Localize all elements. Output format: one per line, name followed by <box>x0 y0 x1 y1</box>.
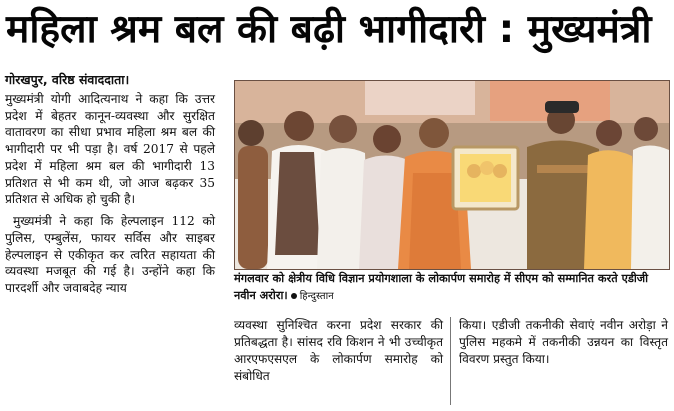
photo-source: हिन्दुस्तान <box>299 291 334 302</box>
background-man-head <box>373 125 401 153</box>
person-right-edge-shirt <box>631 146 669 270</box>
article-column-2: व्यवस्था सुनिश्चित करना प्रदेश सरकार की प्रतिबद्धता है। सांसद रवि किशन ने भी उच्चीकृत आरएफएसएल के लोकार्पण समारोह को संबोधित <box>234 318 443 383</box>
man-second-head <box>329 115 357 143</box>
man-with-vest-vest <box>275 152 320 255</box>
uniform-badge-strip <box>537 165 588 173</box>
news-photo <box>234 80 670 270</box>
headline: महिला श्रम बल की बढ़ी भागीदारी : मुख्यमंत्री <box>6 7 652 52</box>
column-divider <box>450 317 451 405</box>
man-right-yellow-kurta <box>584 150 638 269</box>
article-left-column <box>5 72 215 406</box>
memento-figure-center <box>480 161 494 175</box>
ceremony-photo-illustration <box>235 81 669 269</box>
man-right-head <box>596 120 622 146</box>
photo-caption-text: मंगलवार को क्षेत्रीय विधि विज्ञान प्रयोगशाला के लोकार्पण समारोह में सीएम को सम्मानित करते एडीजी नवीन अरोरा। <box>234 272 649 302</box>
stage-banner <box>365 81 475 115</box>
memento-figure-left <box>467 164 481 178</box>
person-right-edge-head <box>634 117 658 141</box>
article-column-3: किया। एडीजी तकनीकी सेवाएं नवीन अरोड़ा ने पुलिस महकमे में तकनीकी उन्नयन का विस्तृत विवरण प्रस्तुत किया। <box>459 318 668 366</box>
person-left-edge-body <box>238 146 268 269</box>
police-cap <box>545 101 579 113</box>
memento-figure-right <box>493 164 507 178</box>
chief-minister-head <box>419 118 449 148</box>
article-paragraph-1: मुख्यमंत्री योगी आदित्यनाथ ने कहा कि उत्तर प्रदेश में बेहतर कानून-व्यवस्था और सुरक्षित वातावरण का सीधा प्रभाव महिला श्रम बल की भागीदारी पर भी पड़ा है। वर्ष 2017 से पहले प्रदेश में महिला श्रम बल की भागीदारी 13 प्रतिशत से भी कम थी, जो आज बढ़कर 35 प्रतिशत से अधिक हो चुकी है। <box>5 91 215 207</box>
man-with-vest-head <box>284 111 314 141</box>
article-paragraph-2: मुख्यमंत्री ने कहा कि हेल्पलाइन 112 को पुलिस, एम्बुलेंस, फायर सर्विस और साइबर हेल्पलाइन से एकीकृत कर त्वरित सहायता की व्यवस्था मजबूत की गई है। उन्होंने कहा कि पारदर्शी और जवाबदेह न्याय <box>5 214 215 295</box>
photo-caption <box>234 270 668 308</box>
person-left-edge-head <box>238 120 264 146</box>
caption-separator-dot <box>291 293 297 299</box>
byline: गोरखपुर, वरिष्ठ संवाददाता। <box>5 72 130 87</box>
